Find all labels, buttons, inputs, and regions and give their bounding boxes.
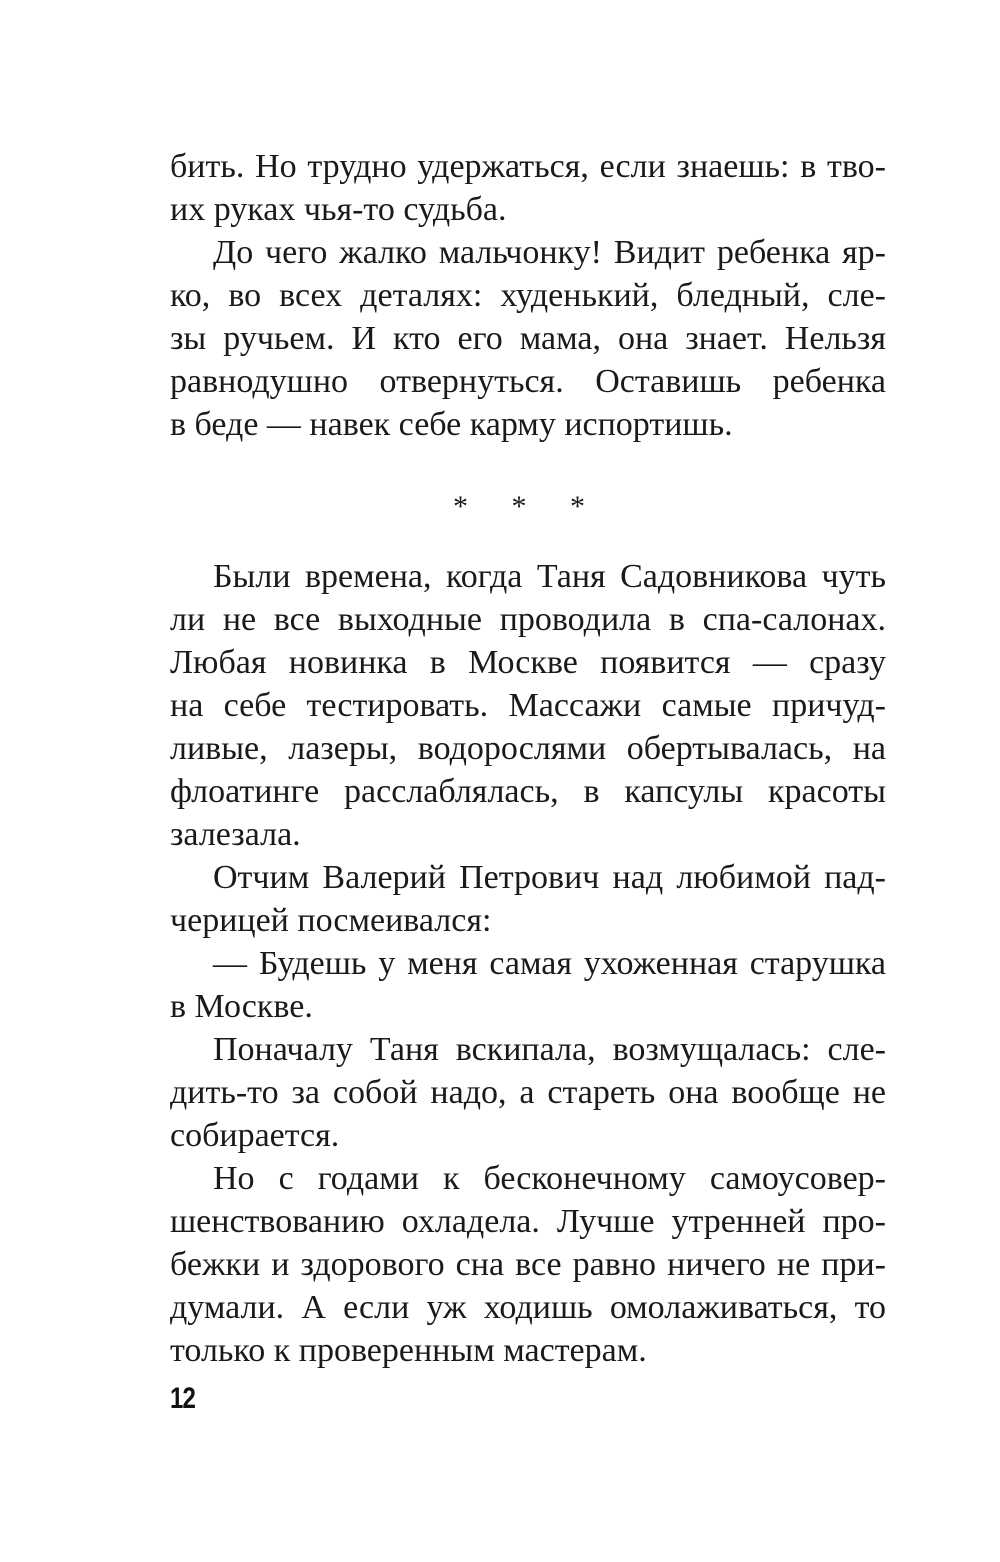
text-line: дить-то за собой надо, а стареть она вообще не — [170, 1074, 886, 1111]
text-line: на себе тестировать. Массажи самые причуд- — [170, 687, 886, 724]
text-line: Любая новинка в Москве появится — сразу — [170, 644, 886, 681]
text-line: равнодушно отвернуться. Оставишь ребенка — [170, 363, 886, 400]
text-line: ко, во всех деталях: худенький, бледный, сле- — [170, 277, 886, 314]
text-line: ли не все выходные проводила в спа-салонах. — [170, 601, 886, 638]
section-1-text — [170, 145, 886, 446]
text-line: Но с годами к бесконечному самоусовер- — [213, 1160, 886, 1197]
text-line: в беде — навек себе карму испортишь. — [170, 406, 733, 443]
text-line: ливые, лазеры, водорослями обертывалась, на — [170, 730, 886, 767]
text-line: Поначалу Таня вскипала, возмущалась: сле- — [213, 1031, 886, 1068]
text-line: Были времена, когда Таня Садовникова чуть — [213, 558, 886, 595]
text-line: флоатинге расслаблялась, в капсулы красоты — [170, 773, 886, 810]
text-line: черицей посмеивался: — [170, 902, 492, 939]
text-line: собирается. — [170, 1117, 340, 1154]
text-line: в Москве. — [170, 988, 313, 1025]
text-line: только к проверенным мастерам. — [170, 1332, 647, 1369]
text-line: залезала. — [170, 816, 301, 853]
text-line: бить. Но трудно удержаться, если знаешь: в тво- — [170, 148, 886, 185]
text-line: Отчим Валерий Петрович над любимой пад- — [213, 859, 886, 896]
text-line: шенствованию охладела. Лучше утренней про- — [170, 1203, 886, 1240]
text-line: их руках чья-то судьба. — [170, 191, 507, 228]
text-line: зы ручьем. И кто его мама, она знает. Нельзя — [170, 320, 886, 357]
text-line: До чего жалко мальчонку! Видит ребенка яр- — [213, 234, 886, 271]
page-number: 12 — [170, 1382, 196, 1415]
text-line: — Будешь у меня самая ухоженная старушка — [213, 945, 886, 982]
text-line: думали. А если уж ходишь омолаживаться, то — [170, 1289, 886, 1326]
text-line: бежки и здорового сна все равно ничего не при- — [170, 1246, 886, 1283]
section-separator: * * * — [453, 490, 603, 523]
section-2-text — [170, 555, 886, 1372]
